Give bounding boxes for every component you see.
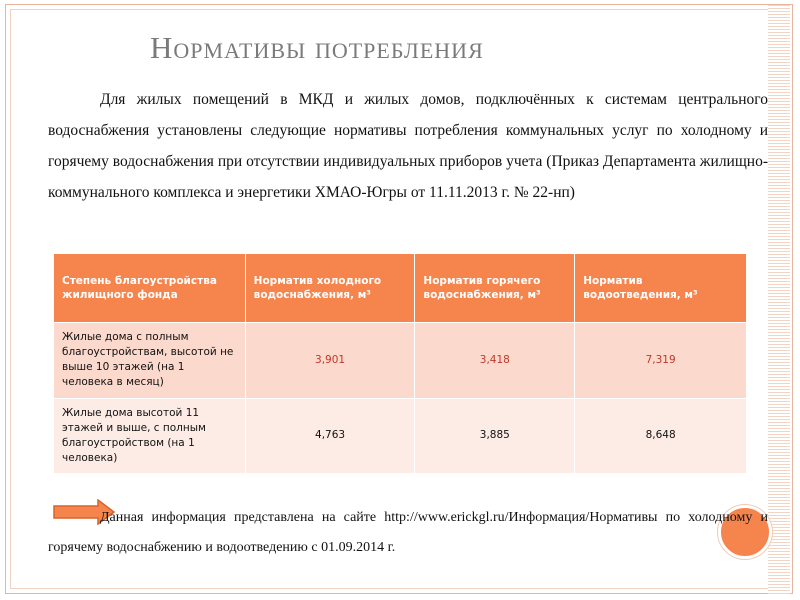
table-row bbox=[54, 398, 747, 474]
header-drainage: Норматив водоотведения, м³ bbox=[575, 254, 747, 323]
cold-water-value: 3,901 bbox=[245, 323, 415, 399]
norms-table bbox=[53, 253, 747, 474]
decorative-stripe bbox=[768, 5, 790, 595]
cold-water-value: 4,763 bbox=[245, 398, 415, 474]
header-cold-water: Норматив холодного водоснабжения, м³ bbox=[245, 254, 415, 323]
header-hot-water: Норматив горячего водоснабжения, м³ bbox=[415, 254, 575, 323]
source-note: Данная информация представлена на сайте http://www.erickgl.ru/Информация/Нормативы по холодному и горячему водоснабжению и водоотведению с 01.09.2014 г. bbox=[48, 510, 768, 555]
drainage-value: 7,319 bbox=[575, 323, 747, 399]
row-description: Жилые дома с полным благоустройствам, высотой не выше 10 этажей (на 1 человека в месяц) bbox=[54, 323, 246, 399]
intro-paragraph: Для жилых помещений в МКД и жилых домов, подключённых к системам центрального водоснабжения установлены следующие нормативы потребления коммунальных услуг по холодному и горячему водоснабжения при отсутствии индивидуальных приборов учета (Приказ Департамента жилищно-коммунального комплекса и энергетики ХМАО-Югры от 11.11.2013 г. № 22-нп) bbox=[48, 91, 768, 201]
header-housing-type: Степень благоустройства жилищного фонда bbox=[54, 254, 246, 323]
slide-title: Нормативы потребления bbox=[150, 30, 484, 65]
hot-water-value: 3,885 bbox=[415, 398, 575, 474]
row-description: Жилые дома высотой 11 этажей и выше, с полным благоустройством (на 1 человека) bbox=[54, 398, 246, 474]
table-row bbox=[54, 323, 747, 399]
drainage-value: 8,648 bbox=[575, 398, 747, 474]
table-header-row bbox=[54, 254, 747, 323]
hot-water-value: 3,418 bbox=[415, 323, 575, 399]
